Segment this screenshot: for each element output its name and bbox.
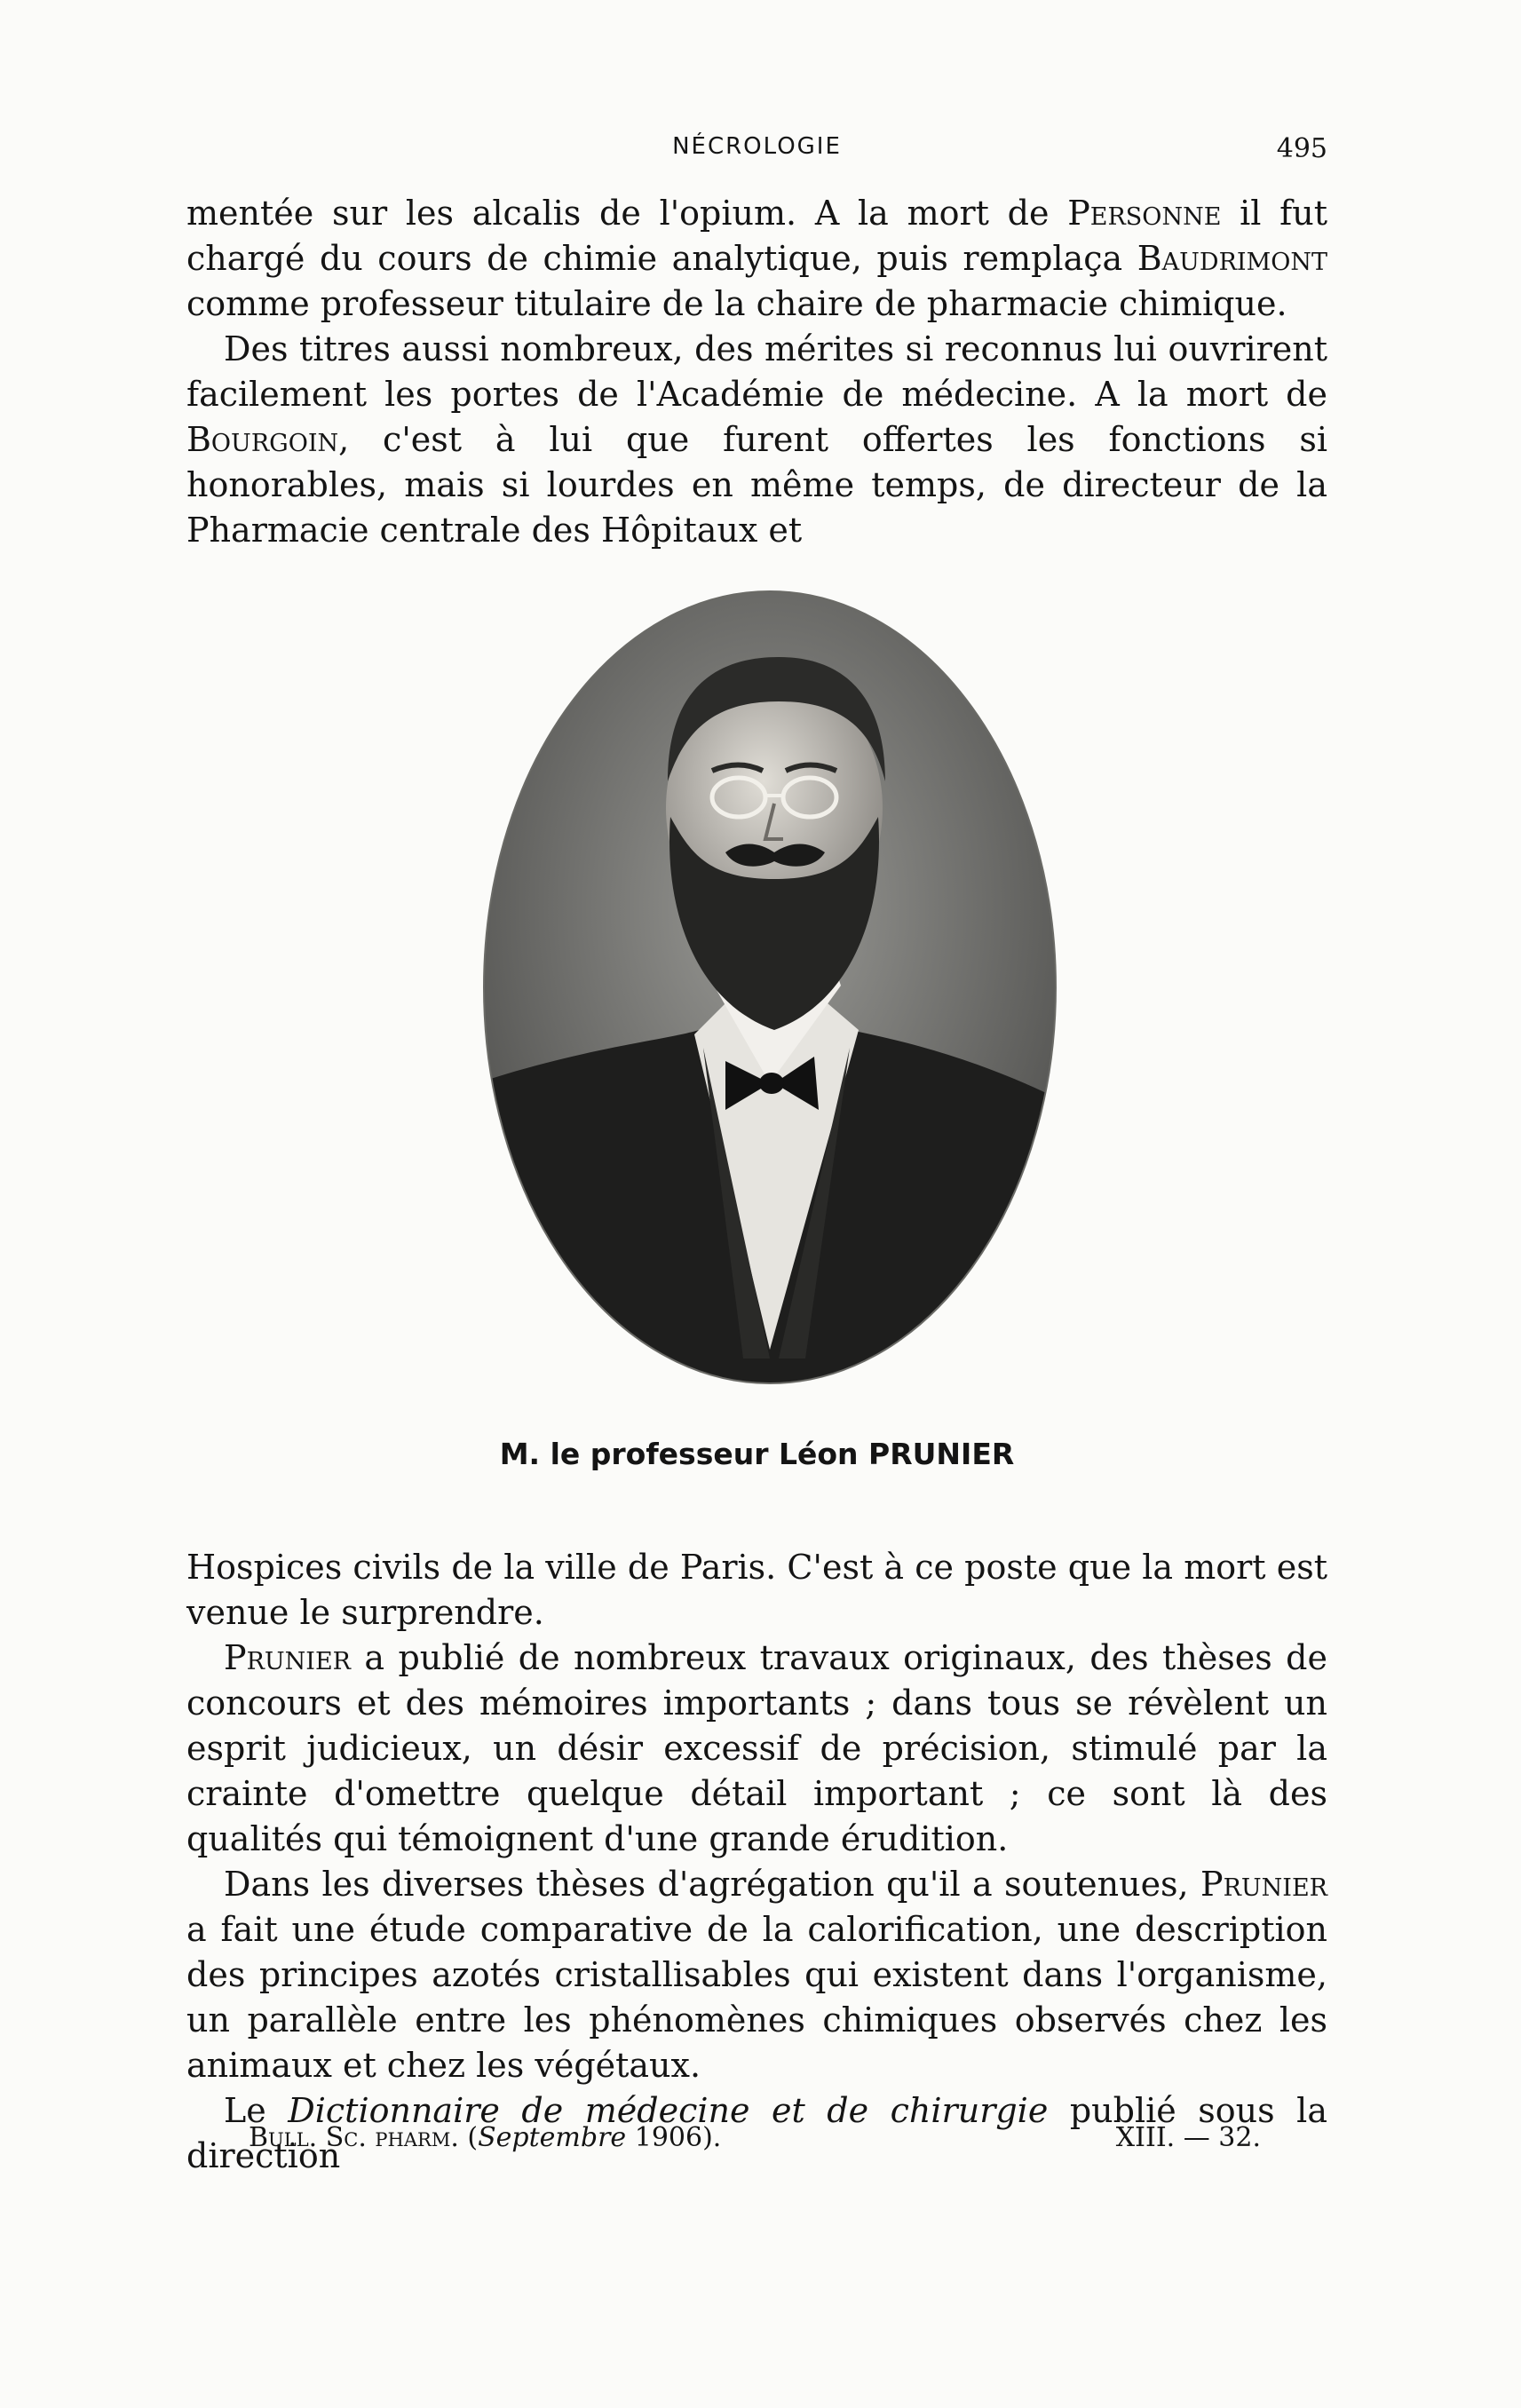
- text-run: Des titres aussi nombreux, des mérites si reconnus lui ouvrirent facilement les portes de l'Académie de médecine. A la mort de: [186, 329, 1327, 414]
- text-run: Le: [224, 2091, 289, 2130]
- paragraph: [186, 327, 1327, 553]
- text-run: il fut chargé du cours de chimie analytique, puis remplaça: [186, 194, 1327, 278]
- journal-abbreviation: Bull. Sc. pharm.: [249, 2122, 459, 2153]
- person-name: Baudrimont: [1137, 239, 1327, 278]
- text-run: Dans les diverses thèses d'agrégation qu'il a soutenues,: [224, 1865, 1201, 1904]
- text-run: comme professeur titulaire de la chaire de pharmacie chimique.: [186, 284, 1287, 323]
- person-name: Bourgoin: [186, 420, 339, 459]
- journal-citation: Bull. Sc. pharm. (Septembre 1906).: [249, 2122, 722, 2153]
- text-run: mentée sur les alcalis de l'opium. A la mort de: [186, 194, 1068, 233]
- text-run: publié sous la direction: [186, 2091, 1327, 2175]
- person-name: Prunier: [1200, 1865, 1327, 1904]
- text-block-top: [186, 191, 1327, 553]
- issue-month: Septembre: [478, 2122, 627, 2153]
- text-run: , c'est à lui que furent offertes les fonctions si honorables, mais si lourdes en même temps, de directeur de la Pharmacie centrale des Hôpitaux et: [186, 420, 1327, 550]
- page-header: [186, 133, 1327, 169]
- page-footer: [249, 2122, 1261, 2161]
- paragraph: [186, 191, 1327, 327]
- paragraph: [186, 1545, 1327, 1636]
- issue-year: 1906: [634, 2122, 703, 2153]
- text-run: Hospices civils de la ville de Paris. C'est à ce poste que la mort est venue le surprendre.: [186, 1548, 1327, 1632]
- portrait-image: [477, 586, 1063, 1390]
- portrait-caption: M. le professeur Léon PRUNIER: [499, 1437, 1015, 1471]
- running-title: NÉCROLOGIE: [672, 133, 842, 160]
- text-block-bottom: [186, 1545, 1327, 2179]
- text-run: a fait une étude comparative de la calorification, une description des principes azotés cristallisables qui existent dans l'organisme, un parallèle entre les phénomènes chimiques observés chez les animaux et chez les végétaux.: [186, 1910, 1327, 2085]
- paragraph: [186, 1636, 1327, 1862]
- book-title: Dictionnaire de médecine et de chirurgie: [288, 2091, 1049, 2130]
- page-number: 495: [1276, 133, 1327, 164]
- volume-signature: XIII. — 32.: [1115, 2122, 1261, 2153]
- text-run: a publié de nombreux travaux originaux, des thèses de concours et des mémoires importants ; dans tous se révèlent un esprit judicieux, un désir excessif de précision, stimulé par la crainte d'omettre quelque détail important ; ce sont là des qualités qui témoignent d'une grande érudition.: [186, 1638, 1327, 1858]
- person-name: Prunier: [224, 1638, 351, 1677]
- person-name: Personne: [1067, 194, 1222, 233]
- paragraph: [186, 1862, 1327, 2088]
